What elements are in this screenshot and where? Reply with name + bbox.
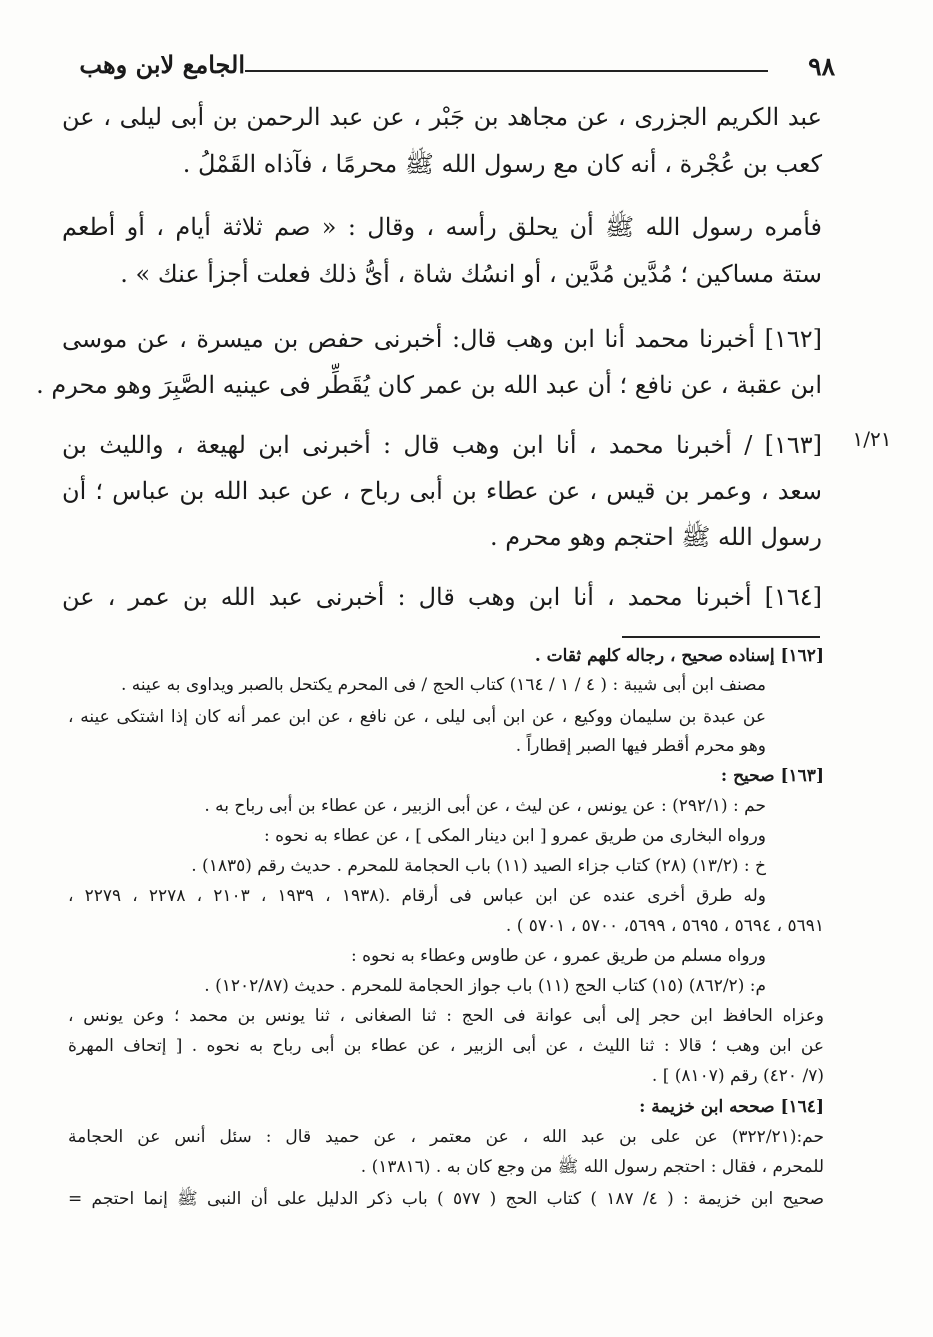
footnote-line: عن عبدة بن سليمان ووكيع ، عن ابن أبى ليلى ، عن نافع ، عن ابن عمر أنه كان إذا اشتكى عينه ،	[68, 707, 766, 727]
footnote-line: حم:(٣٢٢/٢١) عن على بن عبد الله ، عن معتمر ، عن حميد قال : سئل أنس عن الحجامة	[68, 1127, 824, 1147]
footnote-line: ورواه مسلم من طريق عمرو ، عن طاوس وعطاء به نحوه :	[350, 946, 766, 966]
footnote-line: حم : (٢٩٢/١) : عن يونس ، عن ليث ، عن أبى الزبير ، عن عطاء بن أبى رباح به .	[204, 796, 766, 816]
main-line: رسول الله ﷺ احتجم وهو محرم .	[489, 523, 822, 551]
main-line: فأمره رسول الله ﷺ أن يحلق رأسه ، وقال : « صم ثلاثة أيام ، أو أطعم	[62, 213, 822, 241]
footnote-rule	[622, 636, 820, 638]
footnote-line: مصنف ابن أبى شيبة : ( ٤ / ١ / ١٦٤) كتاب الحج / فى المحرم يكتحل بالصبر ويداوى به عينه .	[120, 675, 766, 695]
footnote-line: خ : (١٣/٢) (٢٨) كتاب جزاء الصيد (١١) باب الحجامة للمحرم . حديث رقم (١٨٣٥) .	[191, 856, 766, 876]
footnote-line: ٥٦٩١ ، ٥٦٩٤ ، ٥٦٩٥ ، ٥٦٩٩، ٥٧٠٠ ، ٥٧٠١ ) .	[505, 916, 824, 936]
footnote-line: [١٦٣] صحيح :	[720, 766, 824, 786]
footnote-line: ورواه البخارى من طريق عمرو [ ابن دينار المكى ] ، عن عطاء به نحوه :	[263, 826, 766, 846]
main-line: [١٦٣] / أخبرنا محمد ، أنا ابن وهب قال : أخبرنى ابن لهيعة ، والليث بن	[62, 431, 822, 459]
footnote-line: وعزاه الحافظ ابن حجر إلى أبى عوانة فى الحج : ثنا الصغانى ، ثنا يونس بن محمد ؛ وعن يونس ،	[68, 1006, 824, 1026]
footnote-line: [١٦٤] صححه ابن خزيمة :	[639, 1097, 824, 1117]
margin-folio-note: ١/٢١	[852, 427, 892, 451]
main-line: كعب بن عُجْرة ، أنه كان مع رسول الله ﷺ محرمًا ، فآذاه القَمْلُ .	[182, 150, 822, 178]
main-line: [١٦٢] أخبرنا محمد أنا ابن وهب قال: أخبرنى حفص بن ميسرة ، عن موسى	[62, 325, 822, 353]
main-line: [١٦٤] أخبرنا محمد ، أنا ابن وهب قال : أخبرنى عبد الله بن عمر ، عن	[62, 583, 822, 611]
footnote-line: م: (٨٦٢/٢) (١٥) كتاب الحج (١١) باب جواز الحجامة للمحرم . حديث (١٢٠٢/٨٧) .	[204, 976, 766, 996]
header-rule	[245, 70, 768, 72]
running-title: الجامع لابن وهب	[79, 50, 245, 79]
footnote-line: [١٦٢] إسناده صحيح ، رجاله كلهم ثقات .	[534, 646, 824, 666]
main-line: عبد الكريم الجزرى ، عن مجاهد بن جَبْر ، عن عبد الرحمن بن أبى ليلى ، عن	[62, 103, 822, 131]
footnote-line: للمحرم ، فقال : احتجم رسول الله ﷺ من وجع كان به . (١٣٨١٦) .	[360, 1157, 824, 1177]
main-line: ابن عقبة ، عن نافع ؛ أن عبد الله بن عمر كان يُقَطِّر فى عينيه الصَّبِرَ وهو محرم .	[36, 371, 822, 399]
page-number: ٩٨	[808, 52, 835, 81]
footnote-line: عن ابن وهب ؛ قالا : ثنا الليث ، عن أبى الزبير ، عن عطاء بن أبى رباح به نحوه . [ إتحاف المهرة	[68, 1036, 824, 1056]
footnote-line: وهو محرم أقطر فيها الصبر إقطاراً .	[515, 736, 766, 756]
main-line: سعد ، وعمر بن قيس ، عن عطاء بن أبى رباح ، عن عبد الله بن عباس ؛ أن	[62, 477, 822, 505]
footnote-line: وله طرق أخرى عنده عن ابن عباس فى أرقام .(١٩٣٨ ، ١٩٣٩ ، ٢١٠٣ ، ٢٢٧٨ ، ٢٢٧٩ ،	[68, 886, 766, 906]
footnote-line: (٧/ ٤٢٠) رقم (٨١٠٧) ] .	[651, 1066, 824, 1086]
footnote-line: صحيح ابن خزيمة : ( ٤/ ١٨٧ ) كتاب الحج ( ٥٧٧ ) باب ذكر الدليل على أن النبى ﷺ إنما احتجم =	[68, 1189, 824, 1209]
main-line: ستة مساكين ؛ مُدَّين مُدَّين ، أو انسُك شاة ، أىُّ ذلك فعلت أجزأ عنك » .	[120, 260, 822, 288]
